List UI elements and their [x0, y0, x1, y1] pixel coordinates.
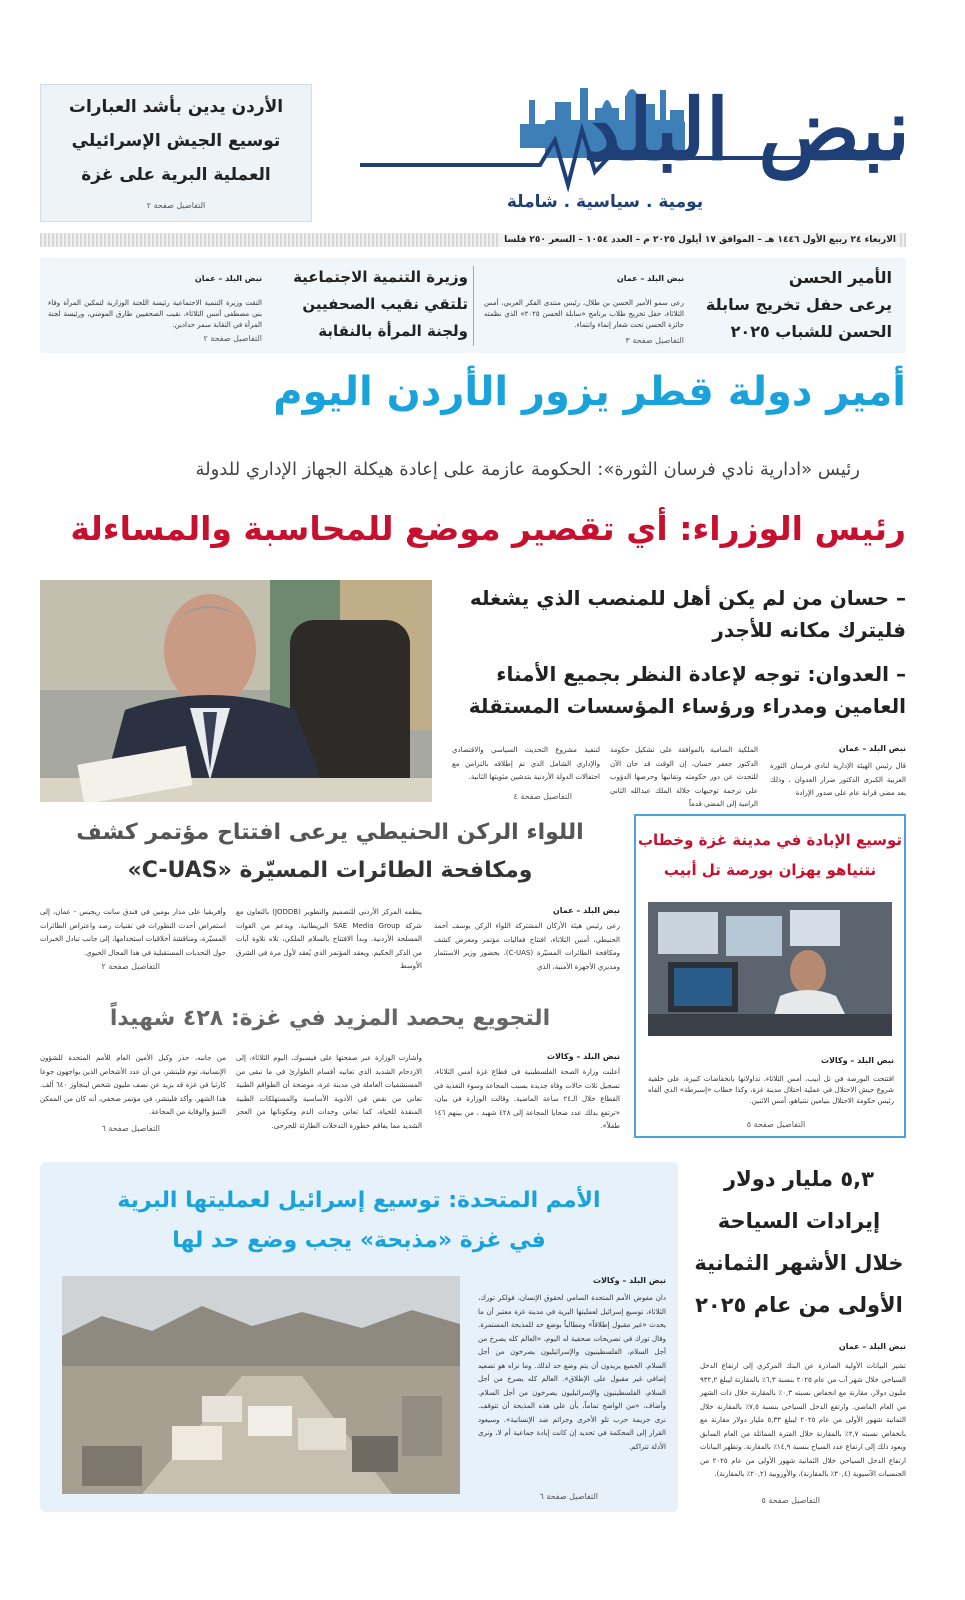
drone-source: نبض البلد – عمان — [552, 906, 620, 915]
drone-details[interactable]: التفاصيل صفحة ٢ — [101, 962, 160, 971]
gaza-box-title-1: توسيع الإبادة في مدينة غزة وخطاب — [637, 831, 903, 849]
dateline-bar — [40, 233, 906, 247]
masthead-tagline: يومية . سياسية . شاملة — [506, 192, 704, 212]
box-left-title-3: ولجنة المرأة بالنقابة — [318, 322, 468, 340]
sub-headline[interactable]: رئيس «ادارية نادي فرسان الثورة»: الحكومة عازمة على إعادة هيكلة الجهاز الإداري للدولة — [195, 459, 860, 480]
gaza-convoy-photo — [62, 1276, 460, 1494]
drone-col-2: ينظمه المركز الأردني للتصميم والتطوير (JODDB) بالتعاون مع شركة SAE Media Group البريطانية، ويدعم من القوات المسلحة الأردنية. وبدأ الافتتاح بالسلام الملكي، تلاه تلاوة آيات من الذكر الحكيم. ويعقد المؤتمر الذي يُعقد لأول مرة في الشرق الأوسط — [236, 908, 422, 970]
main-headline[interactable]: أمير دولة قطر يزور الأردن اليوم — [273, 369, 906, 415]
tourism-body: تشير البيانات الأولية الصادرة عن البنك المركزي إلى ارتفاع الدخل السياحي خلال شهر آب من عام ٢٠٢٥ بنسبة ٦,٣٪ بالمقارنة ليبلغ ٩٣٢,٢ مليون دولار، مقارنة مع انخفاض نسبته ٠,٣٪ بالمقارنة خلال ذات الشهر من العام الماضي. وارتفع الدخل السياحي بنسبة ٧,٥٪ بالمقارنة خلال الثمانية شهور الأولى من عام ٢٠٢٥ ليبلغ ٥,٣٣ مليار دولار مقارنة مع بانخفاض نسبته ٢,٧٪ بالمقارنة خلال الفترة المماثلة من العام السابق ويعود ذلك إلى ارتفاع عدد السياح بنسبة ١٤,٩٪ بالمقارنة. وتظهر البيانات ارتفاع الدخل السياحي خلال الثمانية شهور الأولى من عام ٢٠٢٥ من الجنسيات الآسيوية (٣٠,٤٪ بالمقارنة)، والأوروبية (٢٠,٢٪ بالمقارنة). — [700, 1362, 906, 1478]
pm-headline[interactable]: رئيس الوزراء: أي تقصير موضع للمحاسبة والمساءلة — [70, 509, 906, 548]
pm-story-col-2: الملكية السامية بالموافقة على تشكيل حكومة الدكتور جعفر حسان، إن الوقت قد حان الآن للتحدث عن دور حكومته وتفانيها وحرصها الدؤوب على ترجمة توجيهات جلالة الملك عبدالله الثاني الرامية إلى المضي قدماً — [610, 746, 758, 808]
dateline: الاربعاء ٢٤ ربيع الأول ١٤٤٦ هـ – الموافق ١٧ أيلول ٢٠٢٥ م – العدد ١٠٥٤ – السعر ٢٥٠ فلسا — [500, 233, 900, 247]
un-details[interactable]: التفاصيل صفحة ٦ — [539, 1492, 598, 1501]
stock-exchange-photo — [648, 902, 892, 1036]
box-left-title-1: وزيرة التنمية الاجتماعية — [293, 268, 468, 286]
pm-story-col-1: قال رئيس الهيئة الإدارية لنادي فرسان الثورة العربية الكبرى الدكتور ضرار العدوان ، وذلك بعد مضي قرابة عام على صدور الإرادة — [770, 762, 906, 797]
starvation-col-1: أعلنت وزارة الصحة الفلسطينية في قطاع غزة أمس الثلاثاء، تسجيل ثلاث حالات وفاة جديدة بسبب المجاعة وسوء التغذية في القطاع خلال الـ٢٤ ساعة الماضية. وقالت الوزارة في بيان، «ترتفع بذلك عدد ضحايا المجاعة إلى ٤٢٨ شهيد ، من بينهم ١٤٦ طفلاً». — [434, 1068, 620, 1130]
box-right-title-2: يرعى حفل تخريج سابلة — [705, 295, 892, 314]
tourism-source: نبض البلد – عمان — [838, 1342, 906, 1351]
drone-title-1[interactable]: اللواء الركن الحنيطي يرعى افتتاح مؤتمر كشف — [76, 820, 584, 845]
tourism-title-4[interactable]: الأولى من عام ٢٠٢٥ — [695, 1293, 903, 1317]
top-promo-line-1: الأردن يدين بأشد العبارات — [68, 97, 284, 117]
box-right-details[interactable]: التفاصيل صفحة ٣ — [625, 336, 684, 345]
gaza-box-source: نبض البلد – وكالات — [820, 1056, 894, 1065]
box-left-source: نبض البلد – عمان — [194, 274, 262, 283]
box-right-title-3: الحسن للشباب ٢٠٢٥ — [730, 322, 892, 341]
masthead-logo-text: نبض البلد — [582, 80, 910, 179]
tourism-title-3[interactable]: خلال الأشهر الثمانية — [694, 1251, 904, 1275]
gaza-bourse-box[interactable] — [634, 814, 906, 1138]
un-source: نبض البلد – وكالات — [592, 1276, 666, 1285]
pm-story-details[interactable]: التفاصيل صفحة ٤ — [513, 792, 572, 801]
box-social-minister[interactable] — [44, 262, 468, 350]
gaza-box-details[interactable]: التفاصيل صفحة ٥ — [746, 1120, 806, 1129]
top-boxes-divider — [473, 266, 474, 346]
top-promo-line-3: العملية البرية على غزة — [81, 165, 271, 185]
tourism-title-2[interactable]: إيرادات السياحة — [717, 1209, 881, 1233]
starvation-col-2: وأشارت الوزارة عبر صفحتها على فيسبوك، اليوم الثلاثاء، إلى الازدحام الشديد الذي تعانيه أقسام الطوارئ في ما تبقى من المستشفيات العاملة في مدينة غزة، موضحة أن الطواقم الطبية تعاني من نقص في الأدوية الأساسية والمستهلكات الطبية المنقذة للحياة، كما تعاني وحدات الدم ومكوناتها من العجز الشديد مما يفاقم خطورة التدخلات الطارئة للجرحى. — [236, 1054, 422, 1130]
box-prince-hassan[interactable] — [478, 262, 898, 350]
masthead — [340, 60, 920, 225]
starvation-details[interactable]: التفاصيل صفحة ٦ — [101, 1124, 160, 1133]
pm-story-source: نبض البلد – عمان — [838, 744, 906, 753]
un-title-1[interactable]: الأمم المتحدة: توسيع إسرائيل لعمليتها البرية — [117, 1188, 601, 1213]
pm-bullet-2: – العدوان: توجه لإعادة النظر بجميع الأمناء العامين ومدراء ورؤساء المؤسسات المستقلة — [468, 662, 906, 718]
drone-col-3: وأفريقيا على مدار يومين في فندق سانت ريجيس - عمان، إلى استعراض أحدث التطورات في تقنيات رصد واعتراض الطائرات المسيّرة، ومناقشة أخلاقيات استخدامها، إلى جانب تبادل الخبرات حول التحديات المستقبلية في هذا المجال الحيوي. — [40, 908, 226, 957]
drone-title-2[interactable]: ومكافحة الطائرات المسيّرة «C-UAS» — [127, 858, 533, 883]
gaza-box-body: افتتحت البورصة في تل أبيب، أمس الثلاثاء، تداولاتها بانخفاضات كبيرة، على خلفية شروع جيش الاحتلال في عملية احتلال مدينة غزة، وكذا خطاب «إسبرطة» الذي ألقاه رئيس حكومة الاحتلال بنيامين نتنياهو، أمس الاثنين. — [648, 1075, 894, 1105]
prime-minister-photo — [40, 580, 432, 802]
pm-story-col-3: لتنفيذ مشروع التحديث السياسي والاقتصادي والإداري الشامل الذي تم إطلاقه بالتزامن مع احتفالات الدولة الأردنية بتدشين مئويتها الثانية. — [452, 746, 600, 781]
gaza-box-title-2: نتنياهو يهزان بورصة تل أبيب — [663, 861, 877, 879]
drone-col-1: رعى رئيس هيئة الأركان المشتركة اللواء الركن يوسف أحمد الحنيطي، أمس الثلاثاء، افتتاح فعاليات مؤتمر ومعرض كشف ومكافحة الطائرات المسيّرة (C-UAS)، بحضور وزير الاستثمار ومديري الأجهزة الأمنية، الذي — [434, 922, 620, 971]
top-promo-box[interactable] — [40, 84, 312, 222]
starvation-title[interactable]: التجويع يحصد المزيد في غزة: ٤٢٨ شهيداً — [109, 1006, 551, 1031]
box-right-title-1: الأمير الحسن — [788, 268, 892, 287]
box-right-source: نبض البلد – عمان — [616, 274, 684, 283]
box-left-body: التقت وزيرة التنمية الاجتماعية رئيسة اللجنة الوزارية لتمكين المرأة وفاء بني مصطفى أمس الثلاثاء، نقيب الصحفيين طارق المومني، ورئيسة لجنة المرأة في النقابة سمر حدادين. — [48, 299, 262, 329]
top-promo-details[interactable]: التفاصيل صفحة ٢ — [146, 201, 206, 210]
box-right-body: رعى سمو الأمير الحسن بن طلال، رئيس منتدى الفكر العربي، أمس الثلاثاء، حفل تخريج طلاب برنامج «سابلة الحسن ٢٠٢٥» الذي نظمته جائزة الحسن تحت شعار إنماء وانتماء. — [484, 299, 684, 329]
tourism-details[interactable]: التفاصيل صفحة ٥ — [761, 1496, 820, 1505]
starvation-source: نبض البلد – وكالات — [546, 1052, 620, 1061]
un-body: دان مفوض الأمم المتحدة السامي لحقوق الإنسان، فولكر تورك، الثلاثاء، توسيع إسرائيل لعمليتها البرية في مدينة غزة معتبر أن ما يحدث «غير مقبول إطلاقاً» ومطالباً بوضع حد للمذبحة المستمرة. وقال تورك في تصريحات صحفية له اليوم، «العالم كله يصرخ من أجل السلام، الفلسطينيون والإسرائيليون يصرخون من أجل السلام. الجميع يريدون أن يتم وضع حد لذلك. وما نراه هو تصعيد إضافي غير مقبول على الإطلاق». العالم كله يصرخ من أجل السلام، الفلسطينيون والإسرائيليون يصرخون من أجل السلام. وأضاف، «من الواضح تماماً، بأن على هذه المذبحة أن تتوقف. نرى جريمة حرب تلو الأخرى وجرائم ضد الإنسانية». وسيعود القرار إلى المحكمة في تحديد إن كانت إبادة جماعية أم لا، ونرى الأدلة تتراكم. — [478, 1294, 666, 1451]
box-left-title-2: تلتقي نقيب الصحفيين — [302, 295, 468, 313]
box-left-details[interactable]: التفاصيل صفحة ٢ — [203, 334, 262, 343]
un-title-2[interactable]: في غزة «مذبحة» يجب وضع حد لها — [172, 1228, 546, 1253]
starvation-col-3: من جانبه، حذر وكيل الأمين العام للأمم المتحدة للشؤون الإنسانية، توم فليتشر، من أن عدد الأشخاص الذين يواجهون جوعا كارثيا في غزة قد يزيد عن نصف مليون شخص ليتجاوز ٦٤٠ ألف. هذا الشهر. وأكد فليتشر، في مؤتمر صحفي، أنه كان من الممكن التنبؤ والوقاية من المجاعة. — [40, 1054, 226, 1116]
pm-bullet-1: – حسان من لم يكن أهل للمنصب الذي يشغله فليترك مكانه للأجدر — [469, 586, 906, 642]
tourism-title-1[interactable]: ٥,٣ مليار دولار — [724, 1167, 874, 1191]
top-promo-line-2: توسيع الجيش الإسرائيلي — [71, 131, 281, 151]
